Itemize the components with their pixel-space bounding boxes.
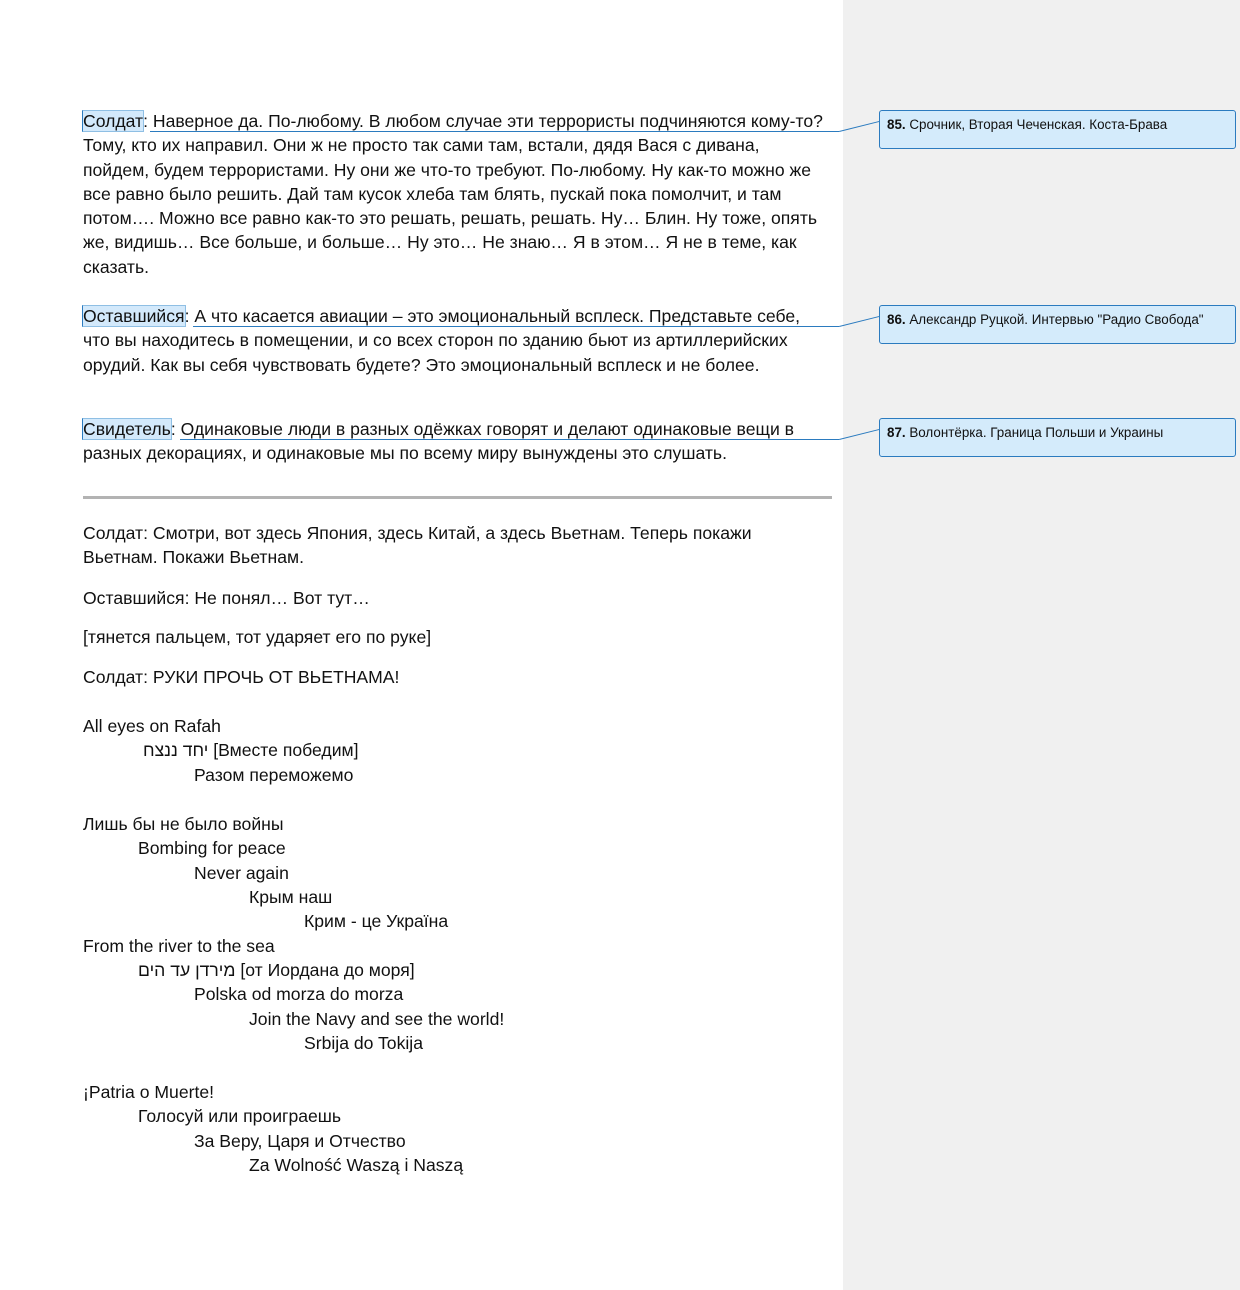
comment-connector — [180, 439, 839, 440]
comment-connector — [150, 131, 839, 132]
slogan-line: Join the Navy and see the world! — [249, 1009, 505, 1029]
slogan-line: Za Wolność Waszą i Naszą — [249, 1155, 464, 1175]
slogan-line: Крим - це Україна — [304, 911, 449, 931]
comment-number: 86. — [887, 312, 906, 327]
comment-connector — [193, 326, 839, 327]
comment-anchor-witness[interactable]: Свидетель — [83, 419, 171, 439]
comment-box-86[interactable] — [879, 305, 1236, 344]
hebrew-text: מירדן עד הים — [138, 960, 236, 980]
horizontal-rule — [83, 496, 832, 499]
dialogue-paragraph-witness — [83, 417, 823, 466]
slogan-line: Голосуй или проиграешь — [138, 1106, 342, 1126]
scene-line: Оставшийся: Не понял… Вот тут… — [83, 588, 370, 608]
slogan-line — [143, 738, 359, 762]
comment-text: Александр Руцкой. Интервью "Радио Свобода" — [905, 312, 1204, 327]
dialogue-text: : А что касается авиации – это эмоциональный всплеск. Представьте себе, что вы находитесь в помещении, и со всех сторон по зданию бьют из артиллерийских орудий. Как вы себя чувствовать будете? Это эмоциональный всплеск и не более. — [83, 306, 801, 375]
slogan-line: Never again — [194, 863, 289, 883]
slogan-line: All eyes on Rafah — [83, 716, 221, 736]
slogan-line: Bombing for peace — [138, 838, 286, 858]
slogan-line: Разом переможемо — [194, 765, 354, 785]
slogan-translation: [от Иордана до моря] — [240, 960, 415, 980]
slogan-line: Лишь бы не было войны — [83, 814, 284, 834]
dialogue-text: : Наверное да. По-любому. В любом случае эти террористы подчиняются кому-то? Тому, кто их направил. Они ж не просто так сами там, встали, дядя Вася с дивана, пойдем, будем террористами. Ну они же что-то требуют. По-любому. Ну как-то можно же все равно было решить. Дай там кусок хлеба там блять, пускай пока помолчит, и там потом…. Можно все равно как-то это решать, решать, решать. Ну… Блин. Ну тоже, опять же, видишь… Все больше, и больше… Ну это… Не знаю… Я в этом… Я не в теме, как сказать. — [83, 111, 823, 277]
comment-number: 87. — [887, 425, 906, 440]
scene-line: Солдат: Смотри, вот здесь Япония, здесь Китай, а здесь Вьетнам. Теперь покажи Вьетнам. Покажи Вьетнам. — [83, 523, 752, 568]
dialogue-paragraph-soldier — [83, 109, 823, 279]
dialogue-paragraph-remaining — [83, 304, 823, 377]
slogan-line: Крым наш — [249, 887, 333, 907]
slogan-line — [138, 958, 415, 982]
comment-text: Срочник, Вторая Чеченская. Коста-Брава — [905, 117, 1168, 132]
dialogue-text: : Одинаковые люди в разных одёжках говорят и делают одинаковые вещи в разных декорациях, и одинаковые мы по всему миру вынуждены это слушать. — [83, 419, 795, 464]
comment-text: Волонтёрка. Граница Польши и Украины — [905, 425, 1164, 440]
slogan-translation: [Вместе победим] — [213, 740, 359, 760]
comment-anchor-remaining[interactable]: Оставшийся — [83, 306, 185, 326]
slogan-line: Srbija do Tokija — [304, 1033, 423, 1053]
slogan-line: Polska od morza do morza — [194, 984, 404, 1004]
hebrew-text: יחד ננצח — [143, 740, 209, 760]
comment-box-85[interactable] — [879, 110, 1236, 149]
comment-box-87[interactable] — [879, 418, 1236, 457]
slogan-line: From the river to the sea — [83, 936, 275, 956]
slogan-line: За Веру, Царя и Отчество — [194, 1131, 406, 1151]
scene-line: Солдат: РУКИ ПРОЧЬ ОТ ВЬЕТНАМА! — [83, 667, 400, 687]
stage-direction: [тянется пальцем, тот ударяет его по руке] — [83, 627, 432, 647]
comment-anchor-soldier[interactable]: Солдат — [83, 111, 144, 131]
comment-margin — [843, 0, 1240, 1290]
slogan-line: ¡Patria o Muerte! — [83, 1082, 215, 1102]
comment-number: 85. — [887, 117, 906, 132]
